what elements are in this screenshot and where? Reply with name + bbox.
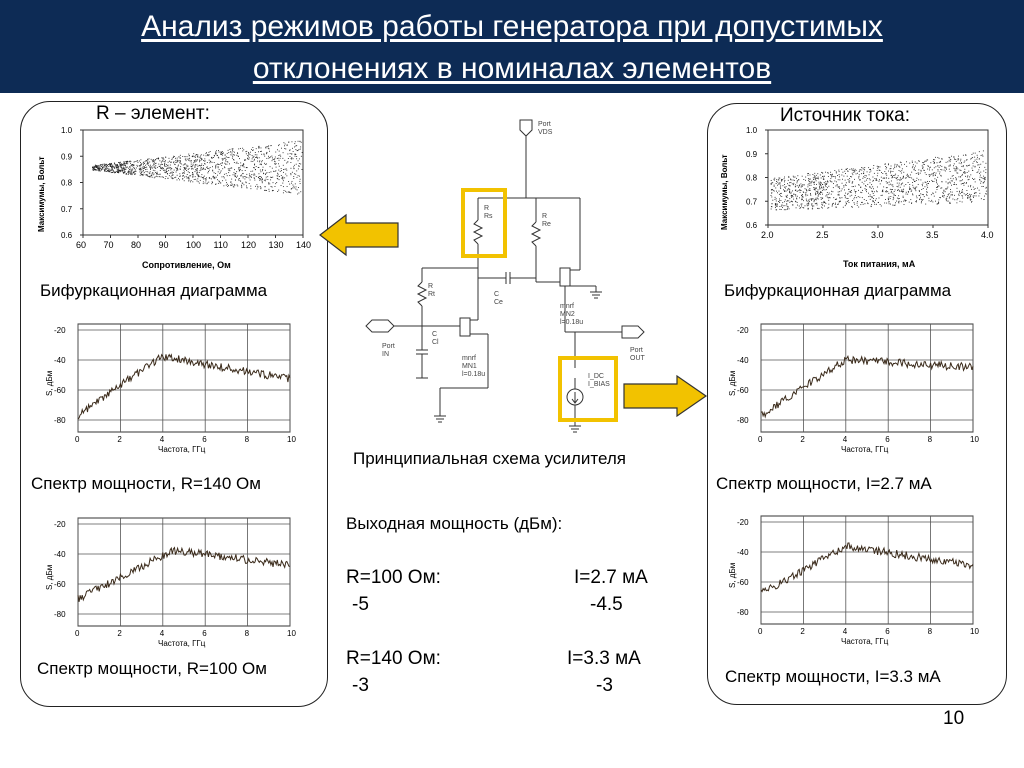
- left-spectrum-2-chart: [40, 512, 300, 657]
- i33-label: I=3.3 мА: [567, 648, 641, 669]
- right-spec1-caption: Спектр мощности, I=2.7 мА: [716, 474, 932, 493]
- left-spectrum-2-chart-ytick: -80: [54, 610, 66, 619]
- right-spectrum-1-chart-xtick: 4: [842, 435, 848, 444]
- re-label-1: R: [542, 213, 548, 220]
- idc-label-1: I_DC: [588, 373, 604, 380]
- left-spectrum-2-chart-ylabel: S, дБм: [45, 564, 54, 590]
- cl-label-2: Cl: [432, 339, 439, 346]
- left-spectrum-2-chart-xtick: 8: [244, 629, 250, 638]
- right-spectrum-1-chart-ylabel: S, дБм: [728, 370, 737, 396]
- right-spectrum-1-chart-xtick: 8: [927, 435, 933, 444]
- left-bif-ytick: 0.8: [61, 178, 73, 188]
- page-number: 10: [943, 708, 965, 729]
- right-bif-xtick: 3.0: [871, 230, 884, 240]
- left-spectrum-1-chart-xtick: 6: [202, 435, 207, 444]
- left-bif-caption: Бифуркационная диаграмма: [40, 281, 268, 300]
- left-heading: R – элемент:: [96, 103, 210, 124]
- left-spectrum-2-chart-xtick: 2: [117, 629, 122, 638]
- left-bif-xlabel: Сопротивление, Ом: [142, 260, 231, 270]
- left-spectrum-1-chart-ytick: -40: [54, 356, 66, 365]
- output-power-heading: Выходная мощность (дБм):: [346, 514, 563, 533]
- left-spectrum-2-chart-ytick: -20: [54, 520, 66, 529]
- right-spectrum-2-chart-ylabel: S, дБм: [728, 562, 737, 588]
- left-bif-xtick: 130: [268, 240, 284, 250]
- right-spectrum-1-chart-ytick: -40: [737, 356, 749, 365]
- r100-value: -5: [352, 594, 369, 615]
- left-spec1-caption: Спектр мощности, R=140 Ом: [31, 474, 261, 493]
- right-spec2-caption: Спектр мощности, I=3.3 мА: [725, 667, 941, 686]
- left-bif-ytick: 1.0: [61, 126, 73, 135]
- rs-label-1: R: [484, 205, 490, 212]
- left-bif-xtick: 100: [186, 240, 202, 250]
- left-spectrum-1-chart-ytick: -20: [54, 326, 66, 335]
- left-spectrum-1-chart-xtick: 4: [159, 435, 165, 444]
- amplifier-schematic: [360, 110, 660, 440]
- right-bif-ytick: 0.7: [746, 197, 758, 207]
- mn1-label-3: l=0.18u: [462, 371, 486, 378]
- right-spectrum-2-chart-xtick: 0: [758, 627, 763, 636]
- rs-highlight-box: [463, 190, 505, 256]
- left-spectrum-2-chart-ytick: -40: [54, 550, 66, 559]
- right-bif-xtick: 2.0: [761, 230, 774, 240]
- mn2-label-1: mnrf: [560, 303, 574, 310]
- r140-label: R=140 Ом:: [346, 648, 441, 669]
- left-bif-xtick: 80: [131, 240, 142, 250]
- right-spectrum-2-chart-ytick: -60: [737, 578, 749, 587]
- left-bif-ylabel: Максимумы, Вольт: [37, 156, 46, 232]
- right-spectrum-2-chart-ytick: -40: [737, 548, 749, 557]
- right-spectrum-2-chart-xtick: 4: [842, 627, 848, 636]
- right-spectrum-2-chart-xtick: 10: [970, 627, 979, 636]
- rs-label-2: Rs: [484, 213, 493, 220]
- port-vds-label-2: VDS: [538, 129, 553, 136]
- right-spectrum-1-chart-xtick: 6: [885, 435, 890, 444]
- right-bif-ytick: 0.9: [746, 149, 758, 159]
- right-bif-caption: Бифуркационная диаграмма: [724, 281, 952, 300]
- left-bif-ytick: 0.9: [61, 152, 73, 162]
- left-spectrum-1-chart-ytick: -80: [54, 416, 66, 425]
- right-bif-xtick: 4.0: [981, 230, 994, 240]
- port-vds-label-1: Port: [538, 121, 551, 128]
- left-bif-xtick: 70: [103, 240, 114, 250]
- right-spectrum-1-chart-ytick: -20: [737, 326, 749, 335]
- left-bif-xtick: 120: [241, 240, 257, 250]
- r140-value: -3: [352, 675, 369, 696]
- ce-label-2: Ce: [494, 299, 503, 306]
- right-spectrum-1-chart: [723, 318, 985, 468]
- re-label-2: Re: [542, 221, 551, 228]
- right-bif-xlabel: Ток питания, мА: [843, 259, 916, 269]
- right-bif-ylabel: Максимумы, Вольт: [720, 154, 729, 230]
- rt-label-2: Rt: [428, 291, 435, 298]
- left-spectrum-1-chart-ytick: -60: [54, 386, 66, 395]
- mn1-label-2: MN1: [462, 363, 477, 370]
- right-heading: Источник тока:: [780, 105, 911, 126]
- left-spec2-caption: Спектр мощности, R=100 Ом: [37, 659, 267, 678]
- i33-value: -3: [596, 675, 613, 696]
- port-in-label-1: Port: [382, 343, 395, 350]
- right-bifurcation-chart: [713, 120, 998, 275]
- mn2-label-2: MN2: [560, 311, 575, 318]
- left-bif-xtick: 110: [213, 240, 228, 250]
- right-spectrum-2-chart-xlabel: Частота, ГГц: [841, 637, 889, 646]
- left-spectrum-1-chart-xtick: 8: [244, 435, 250, 444]
- cl-label-1: C: [432, 331, 438, 338]
- schematic-caption: Принципиальная схема усилителя: [353, 449, 626, 468]
- left-spectrum-1-chart-xtick: 0: [75, 435, 80, 444]
- right-bif-ytick: 1.0: [746, 126, 758, 135]
- left-spectrum-2-chart-xtick: 0: [75, 629, 80, 638]
- right-spectrum-2-chart-xtick: 8: [927, 627, 933, 636]
- right-bif-ytick: 0.6: [746, 221, 758, 230]
- ce-label-1: C: [494, 291, 500, 298]
- rt-label-1: R: [428, 283, 434, 290]
- left-spectrum-2-chart-ytick: -60: [54, 580, 66, 589]
- left-bif-xtick: 140: [296, 240, 312, 250]
- slide-title-line-1: Анализ режимов работы генератора при допустимых: [141, 10, 883, 43]
- right-spectrum-2-chart-ytick: -20: [737, 518, 749, 527]
- idc-label-2: I_BIAS: [588, 381, 610, 388]
- r100-label: R=100 Ом:: [346, 567, 441, 588]
- right-bif-xtick: 2.5: [816, 230, 829, 240]
- left-bif-xtick: 90: [158, 240, 169, 250]
- slide-title-line-2: отклонениях в номиналах элементов: [252, 52, 772, 85]
- left-spectrum-2-chart-xtick: 10: [287, 629, 296, 638]
- left-spectrum-1-chart-xlabel: Частота, ГГц: [158, 445, 206, 454]
- right-spectrum-1-chart-xtick: 10: [970, 435, 979, 444]
- left-bif-ytick: 0.7: [61, 204, 73, 214]
- right-spectrum-2-chart-ytick: -80: [737, 608, 749, 617]
- left-spectrum-2-chart-xtick: 4: [159, 629, 165, 638]
- right-spectrum-2-chart-xtick: 6: [885, 627, 890, 636]
- left-spectrum-2-chart-xlabel: Частота, ГГц: [158, 639, 206, 648]
- left-bifurcation-chart: [30, 120, 315, 275]
- left-spectrum-1-chart-xtick: 10: [287, 435, 296, 444]
- right-spectrum-1-chart-xlabel: Частота, ГГц: [841, 445, 889, 454]
- right-spectrum-2-chart: [723, 510, 985, 660]
- left-spectrum-2-chart-xtick: 6: [202, 629, 207, 638]
- left-bif-ytick: 0.6: [61, 231, 73, 240]
- right-spectrum-1-chart-xtick: 0: [758, 435, 763, 444]
- right-spectrum-2-chart-xtick: 2: [800, 627, 805, 636]
- right-spectrum-1-chart-ytick: -60: [737, 386, 749, 395]
- right-bif-xtick: 3.5: [926, 230, 939, 240]
- i27-value: -4.5: [590, 594, 623, 615]
- right-bif-ytick: 0.8: [746, 173, 758, 183]
- left-spectrum-1-chart-ylabel: S, дБм: [45, 370, 54, 396]
- left-spectrum-1-chart: [40, 318, 300, 463]
- left-bif-xtick: 60: [76, 240, 87, 250]
- right-spectrum-1-chart-xtick: 2: [800, 435, 805, 444]
- mn2-label-3: l=0.18u: [560, 319, 584, 326]
- slide-title-bar: [0, 0, 1024, 93]
- port-in-label-2: IN: [382, 351, 389, 358]
- right-spectrum-1-chart-ytick: -80: [737, 416, 749, 425]
- i27-label: I=2.7 мА: [574, 567, 648, 588]
- port-out-label-2: OUT: [630, 355, 645, 362]
- idc-highlight-box: [560, 358, 616, 420]
- left-spectrum-1-chart-xtick: 2: [117, 435, 122, 444]
- port-out-label-1: Port: [630, 347, 643, 354]
- mn1-label-1: mnrf: [462, 355, 476, 362]
